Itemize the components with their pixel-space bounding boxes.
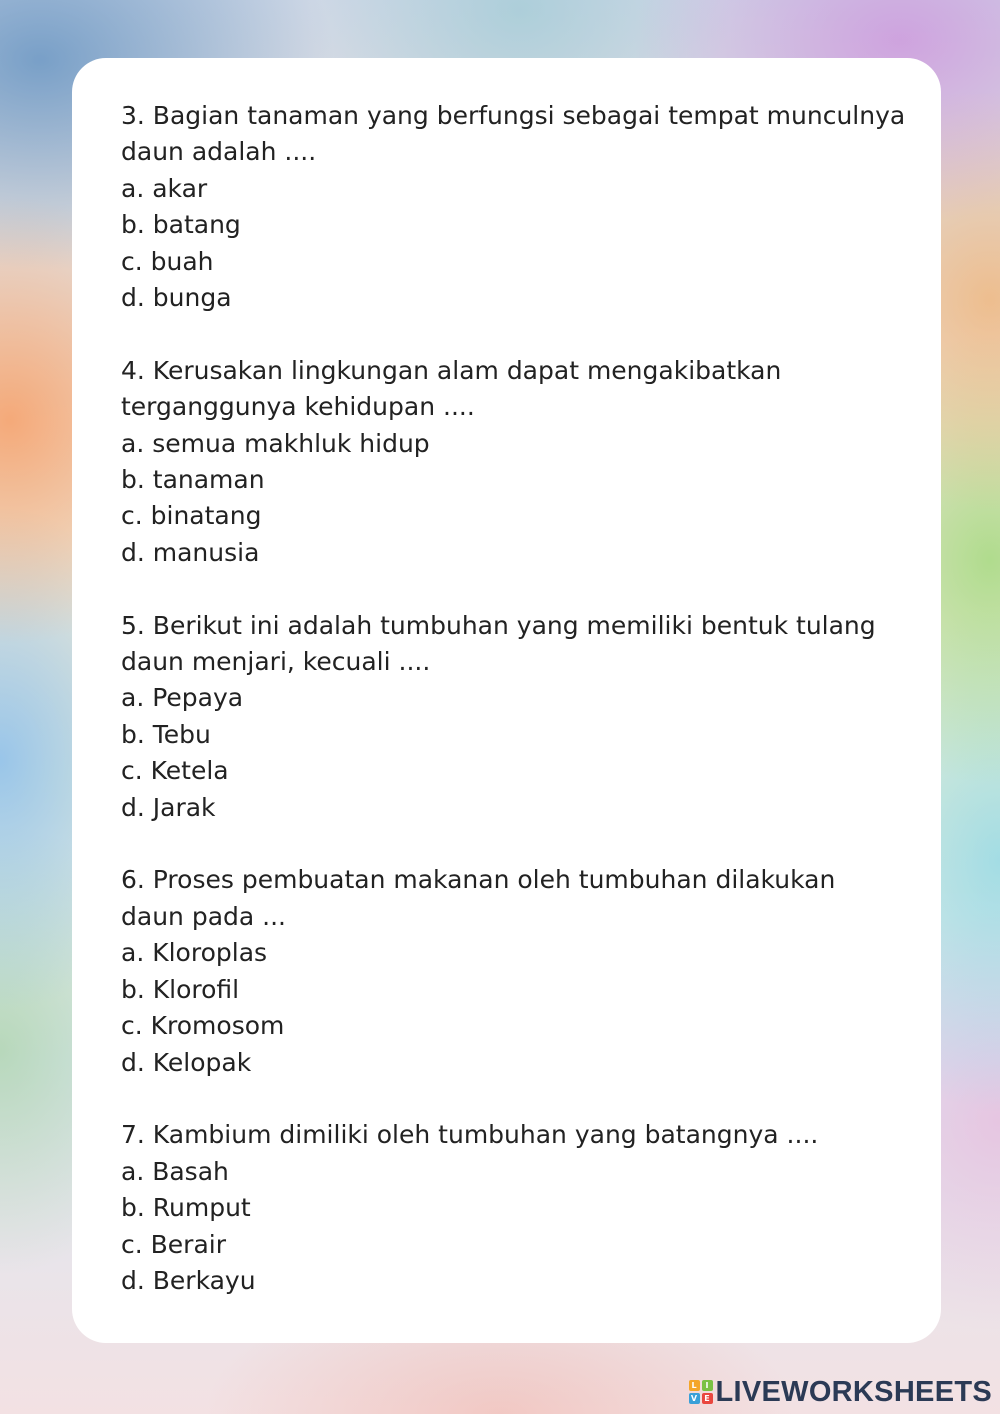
liveworksheets-logo-icon — [689, 1380, 713, 1404]
option-c: c. Kromosom — [121, 1011, 285, 1041]
question-text: 4. Kerusakan lingkungan alam dapat mengakibatkan — [121, 355, 782, 385]
question-5 — [121, 608, 911, 826]
liveworksheets-brand[interactable] — [689, 1375, 993, 1409]
option-a: a. Pepaya — [121, 683, 244, 713]
question-text: terganggunya kehidupan .... — [121, 392, 475, 422]
option-c: c. Berair — [121, 1229, 226, 1259]
option-d: d. manusia — [121, 537, 260, 567]
question-text: 5. Berikut ini adalah tumbuhan yang memiliki bentuk tulang — [121, 610, 876, 640]
logo-tile: E — [702, 1393, 713, 1404]
option-d: d. bunga — [121, 283, 232, 313]
option-a: a. akar — [121, 173, 208, 203]
liveworksheets-wordmark: LIVEWORKSHEETS — [715, 1375, 992, 1408]
option-b: b. Tebu — [121, 719, 211, 749]
question-text: 7. Kambium dimiliki oleh tumbuhan yang batangnya .... — [121, 1120, 819, 1150]
question-text: daun pada ... — [121, 901, 286, 931]
option-c: c. Ketela — [121, 756, 229, 786]
option-a: a. Basah — [121, 1156, 229, 1186]
logo-tile: V — [689, 1393, 700, 1404]
question-text: daun menjari, kecuali .... — [121, 647, 431, 677]
option-c: c. buah — [121, 246, 214, 276]
question-7 — [121, 1117, 911, 1299]
question-4 — [121, 353, 911, 571]
question-text: 3. Bagian tanaman yang berfungsi sebagai tempat munculnya — [121, 101, 906, 130]
worksheet-content — [121, 98, 911, 1336]
question-text: 6. Proses pembuatan makanan oleh tumbuhan dilakukan — [121, 865, 836, 895]
question-3 — [121, 98, 911, 316]
option-b: b. tanaman — [121, 465, 265, 495]
option-c: c. binatang — [121, 501, 262, 531]
option-a: a. Kloroplas — [121, 938, 268, 968]
option-b: b. Klorofil — [121, 974, 240, 1004]
option-d: d. Kelopak — [121, 1047, 252, 1077]
logo-tile: I — [702, 1380, 713, 1391]
option-b: b. Rumput — [121, 1193, 251, 1223]
option-b: b. batang — [121, 210, 241, 240]
option-d: d. Berkayu — [121, 1265, 256, 1295]
option-d: d. Jarak — [121, 792, 216, 822]
question-text: daun adalah .... — [121, 137, 317, 167]
question-6 — [121, 862, 911, 1080]
logo-tile: L — [689, 1380, 700, 1391]
option-a: a. semua makhluk hidup — [121, 428, 430, 458]
